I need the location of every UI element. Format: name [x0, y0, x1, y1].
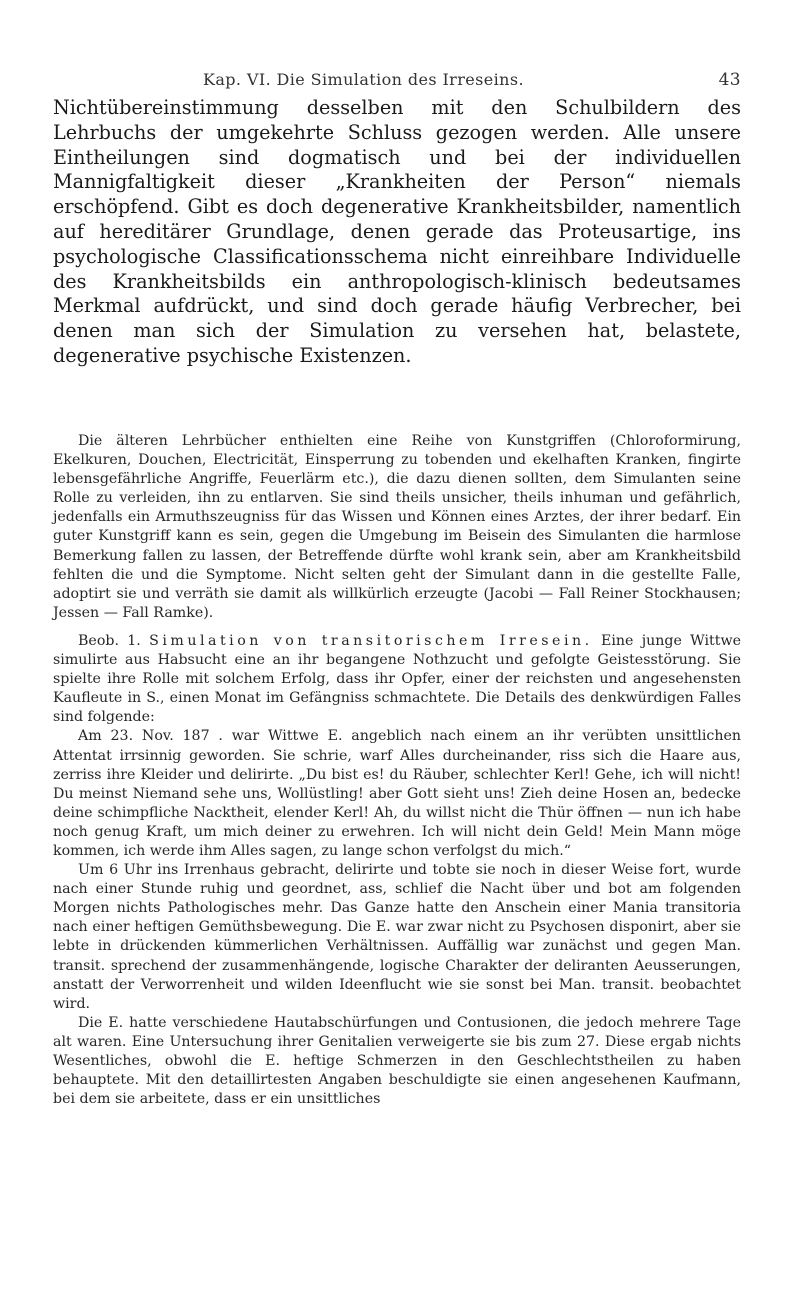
- small-print-section: [53, 432, 741, 1109]
- main-text: [53, 96, 741, 369]
- observation-number: Beob. 1.: [78, 632, 141, 649]
- main-paragraph: Nichtübereinstimmung desselben mit den Schulbildern des Lehrbuchs der umgekehrte Schluss gezogen werden. Alle unsere Eintheilungen sind dogmatisch und bei der individuellen Mannigfaltigkeit dieser „Krankheiten der Person“ niemals erschöpfend. Gibt es doch degenerative Krankheitsbilder, namentlich auf hereditärer Grundlage, denen gerade das Proteusartige, ins psychologische Classificationsschema nicht einreihbare Individuelle des Krankheitsbilds ein anthropologisch-klinisch bedeutsames Merkmal aufdrückt, und sind doch gerade häufig Verbrecher, bei denen man sich der Simulation zu versehen hat, belastete, degenerative psychische Existenzen.: [53, 96, 741, 367]
- page-number: 43: [718, 70, 741, 90]
- observation-text: Eine junge Wittwe simulirte aus Habsucht eine an ihr begangene Nothzucht und gefolgte Geistesstörung. Sie spielte ihre Rolle mit solchem Erfolg, dass ihr Opfer, einer der reichsten und angesehensten Kaufleute in S., einen Monat im Gefängniss schmachtete. Die Details des denkwürdigen Falles sind folgende:: [53, 632, 741, 726]
- observation-heading: Simulation von transitorischem Irresein.: [149, 632, 593, 649]
- observation-paragraph: [53, 632, 741, 727]
- case-report-paragraph: Am 23. Nov. 187 . war Wittwe E. angeblich nach einem an ihr verübten unsittlichen Attentat irrsinnig geworden. Sie schrie, warf Alles durcheinander, riss sich die Haare aus, zerriss ihre Kleider und delirirte. „Du bist es! du Räuber, schlechter Kerl! Gehe, ich will nicht! Du meinst Niemand sehe uns, Wollüstling! aber Gott sieht uns! Zieh deine Hosen an, bedecke deine schimpfliche Nacktheit, elender Kerl! Ah, du willst nicht die Thür öffnen — nun ich habe noch genug Kraft, um mich deiner zu erwehren. Ich will nicht dein Geld! Mein Mann möge kommen, ich werde ihm Alles sagen, zu lange schon verfolgst du mich.“: [53, 728, 741, 859]
- examination-paragraph: Die E. hatte verschiedene Hautabschürfungen und Contusionen, die jedoch mehrere Tage alt waren. Eine Untersuchung ihrer Genitalien verweigerte sie bis zum 27. Diese ergab nichts Wesentliches, obwohl die E. heftige Schmerzen in den Geschlechtstheilen zu haben behauptete. Mit den detaillirtesten Angaben beschuldigte sie einen angesehenen Kaufmann, bei dem sie arbeitete, dass er ein unsittliches: [53, 1014, 741, 1108]
- running-title: Kap. VI. Die Simulation des Irreseins.: [203, 70, 524, 89]
- asylum-paragraph: Um 6 Uhr ins Irrenhaus gebracht, delirirte und tobte sie noch in dieser Weise fort, wurde nach einer Stunde ruhig und geordnet, ass, schlief die Nacht über und bot am folgenden Morgen nichts Pathologisches mehr. Das Ganze hatte den Anschein einer Mania transitoria nach einer heftigen Gemüthsbewegung. Die E. war zwar nicht zu Psychosen disponirt, aber sie lebte in drückenden kümmerlichen Verhältnissen. Auffällig war zunächst und gegen Man. transit. sprechend der zusammenhängende, logische Charakter der deliranten Aeusserungen, anstatt der Verworrenheit und wilden Ideenflucht wie sie sonst bei Man. transit. beobachtet wird.: [53, 862, 741, 1012]
- running-head: [53, 70, 741, 94]
- kunstgriffe-paragraph: Die älteren Lehrbücher enthielten eine Reihe von Kunstgriffen (Chloroformirung, Ekelkuren, Douchen, Electricität, Einsperrung zu tobenden und ekelhaften Kranken, fingirte lebensgefährliche Angriffe, Feuerlärm etc.), die dazu dienen sollten, dem Simulanten seine Rolle zu verleiden, ihn zu entlarven. Sie sind theils unsicher, theils inhuman und gefährlich, jedenfalls ein Armuthszeugniss für das Wissen und Können eines Arztes, der ihrer bedarf. Ein guter Kunstgriff kann es sein, gegen die Umgebung im Beisein des Simulanten die harmlose Bemerkung fallen zu lassen, der Betreffende dürfte wohl krank sein, aber am Krankheitsbild fehlten die und die Symptome. Nicht selten geht der Simulant dann in die gestellte Falle, adoptirt sie und verräth sie damit als willkürlich erzeugte (Jacobi — Fall Reiner Stockhausen; Jessen — Fall Ramke).: [53, 433, 741, 621]
